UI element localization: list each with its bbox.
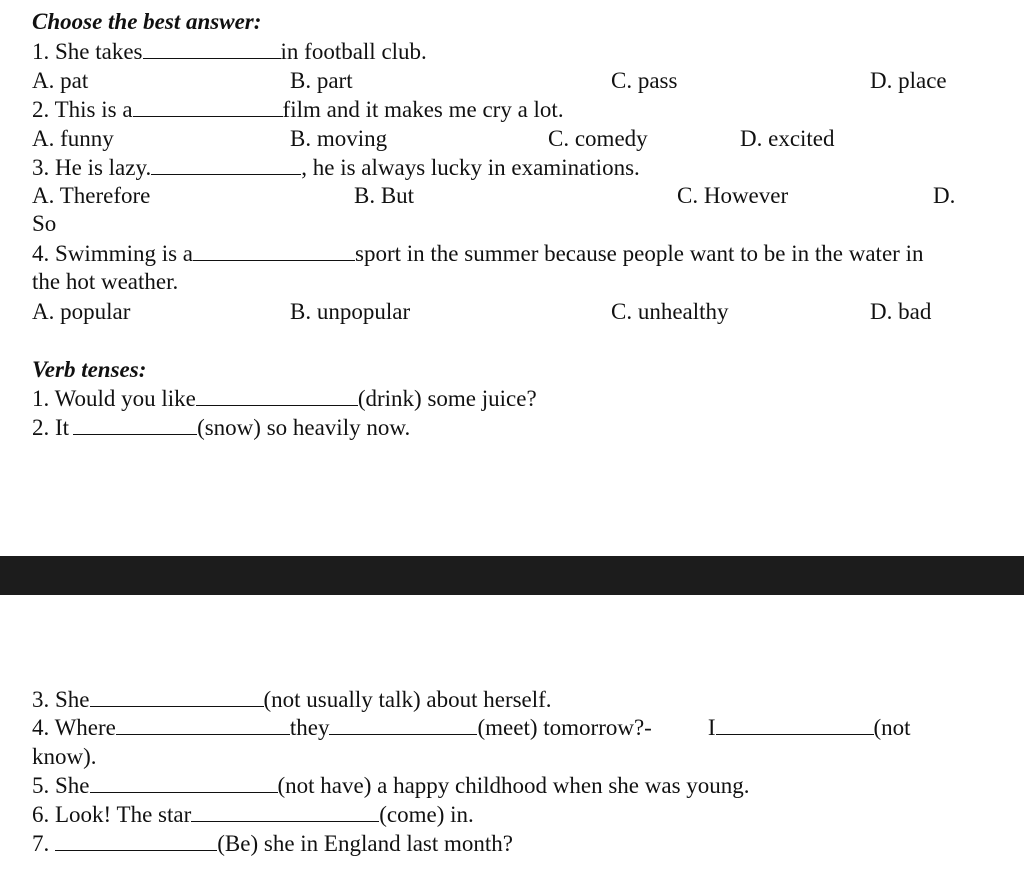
answer-blank[interactable] (73, 416, 197, 435)
option-d-wrap: So (32, 211, 57, 236)
option-a[interactable]: A. funny (32, 126, 114, 151)
verb-question-4-mid2: (meet) tomorrow?- (477, 715, 652, 740)
option-a[interactable]: A. pat (32, 68, 89, 93)
verb-question-3 (32, 686, 552, 714)
option-b[interactable]: B. unpopular (290, 299, 411, 324)
question-4 (32, 240, 923, 268)
answer-blank[interactable] (191, 803, 379, 822)
verb-question-6 (32, 801, 474, 829)
verb-question-3-prefix: 3. She (32, 687, 90, 712)
question-1 (32, 38, 427, 66)
question-3-suffix: , he is always lucky in examinations. (301, 155, 640, 180)
question-2-prefix: 2. This is a (32, 97, 133, 122)
option-b[interactable]: B. part (290, 68, 353, 93)
verb-question-7 (32, 830, 513, 858)
verb-question-5-suffix: (not have) a happy childhood when she was young. (277, 773, 750, 798)
answer-blank[interactable] (196, 387, 358, 406)
verb-question-2-suffix: (snow) so heavily now. (197, 415, 411, 440)
verb-question-4-mid1: they (289, 715, 330, 740)
option-a[interactable]: A. Therefore (32, 183, 151, 208)
question-2-suffix: film and it makes me cry a lot. (282, 97, 564, 122)
option-d[interactable]: D. excited (740, 126, 835, 151)
section-heading-verb-tenses: Verb tenses: (32, 357, 147, 382)
verb-question-5 (32, 772, 750, 800)
option-a[interactable]: A. popular (32, 299, 131, 324)
verb-question-3-suffix: (not usually talk) about herself. (263, 687, 552, 712)
answer-blank[interactable] (716, 716, 874, 735)
answer-blank[interactable] (133, 98, 283, 117)
verb-question-7-suffix: (Be) she in England last month? (217, 831, 513, 856)
verb-question-1 (32, 385, 537, 413)
option-d[interactable]: D. place (870, 68, 947, 93)
question-3-prefix: 3. He is lazy. (32, 155, 152, 180)
answer-blank[interactable] (143, 40, 281, 59)
question-4-prefix: 4. Swimming is a (32, 241, 194, 266)
question-4-line2: the hot weather. (32, 269, 179, 294)
option-c[interactable]: C. unhealthy (611, 299, 729, 324)
answer-blank[interactable] (193, 242, 355, 261)
verb-question-2 (32, 414, 410, 442)
redaction-bar (0, 556, 1024, 595)
verb-question-6-prefix: 6. Look! The star (32, 802, 192, 827)
question-1-suffix: in football club. (280, 39, 427, 64)
question-4-suffix: sport in the summer because people want to be in the water in (355, 241, 924, 266)
answer-blank[interactable] (151, 156, 301, 175)
option-d[interactable]: D. bad (870, 299, 932, 324)
verb-question-4-mid3: I (707, 715, 716, 740)
verb-question-4-prefix: 4. Where (32, 715, 116, 740)
answer-blank[interactable] (116, 716, 290, 735)
answer-blank[interactable] (55, 832, 217, 851)
question-2 (32, 96, 564, 124)
verb-question-1-suffix: (drink) some juice? (357, 386, 537, 411)
option-d[interactable]: D. (933, 183, 956, 208)
option-b[interactable]: B. moving (290, 126, 388, 151)
option-b[interactable]: B. But (354, 183, 415, 208)
answer-blank[interactable] (90, 774, 278, 793)
verb-question-4 (32, 714, 911, 742)
verb-question-7-prefix: 7. (32, 831, 50, 856)
answer-blank[interactable] (90, 688, 264, 707)
verb-question-2-prefix: 2. It (32, 415, 70, 440)
option-c[interactable]: C. comedy (548, 126, 648, 151)
option-c[interactable]: C. However (677, 183, 789, 208)
verb-question-4-suffix: (not (873, 715, 911, 740)
question-1-prefix: 1. She takes (32, 39, 143, 64)
verb-question-4-line2: know). (32, 744, 97, 769)
verb-question-6-suffix: (come) in. (379, 802, 474, 827)
verb-question-1-prefix: 1. Would you like (32, 386, 196, 411)
question-3 (32, 154, 640, 182)
verb-question-5-prefix: 5. She (32, 773, 90, 798)
option-c[interactable]: C. pass (611, 68, 678, 93)
section-heading-best-answer: Choose the best answer: (32, 9, 262, 34)
answer-blank[interactable] (329, 716, 477, 735)
